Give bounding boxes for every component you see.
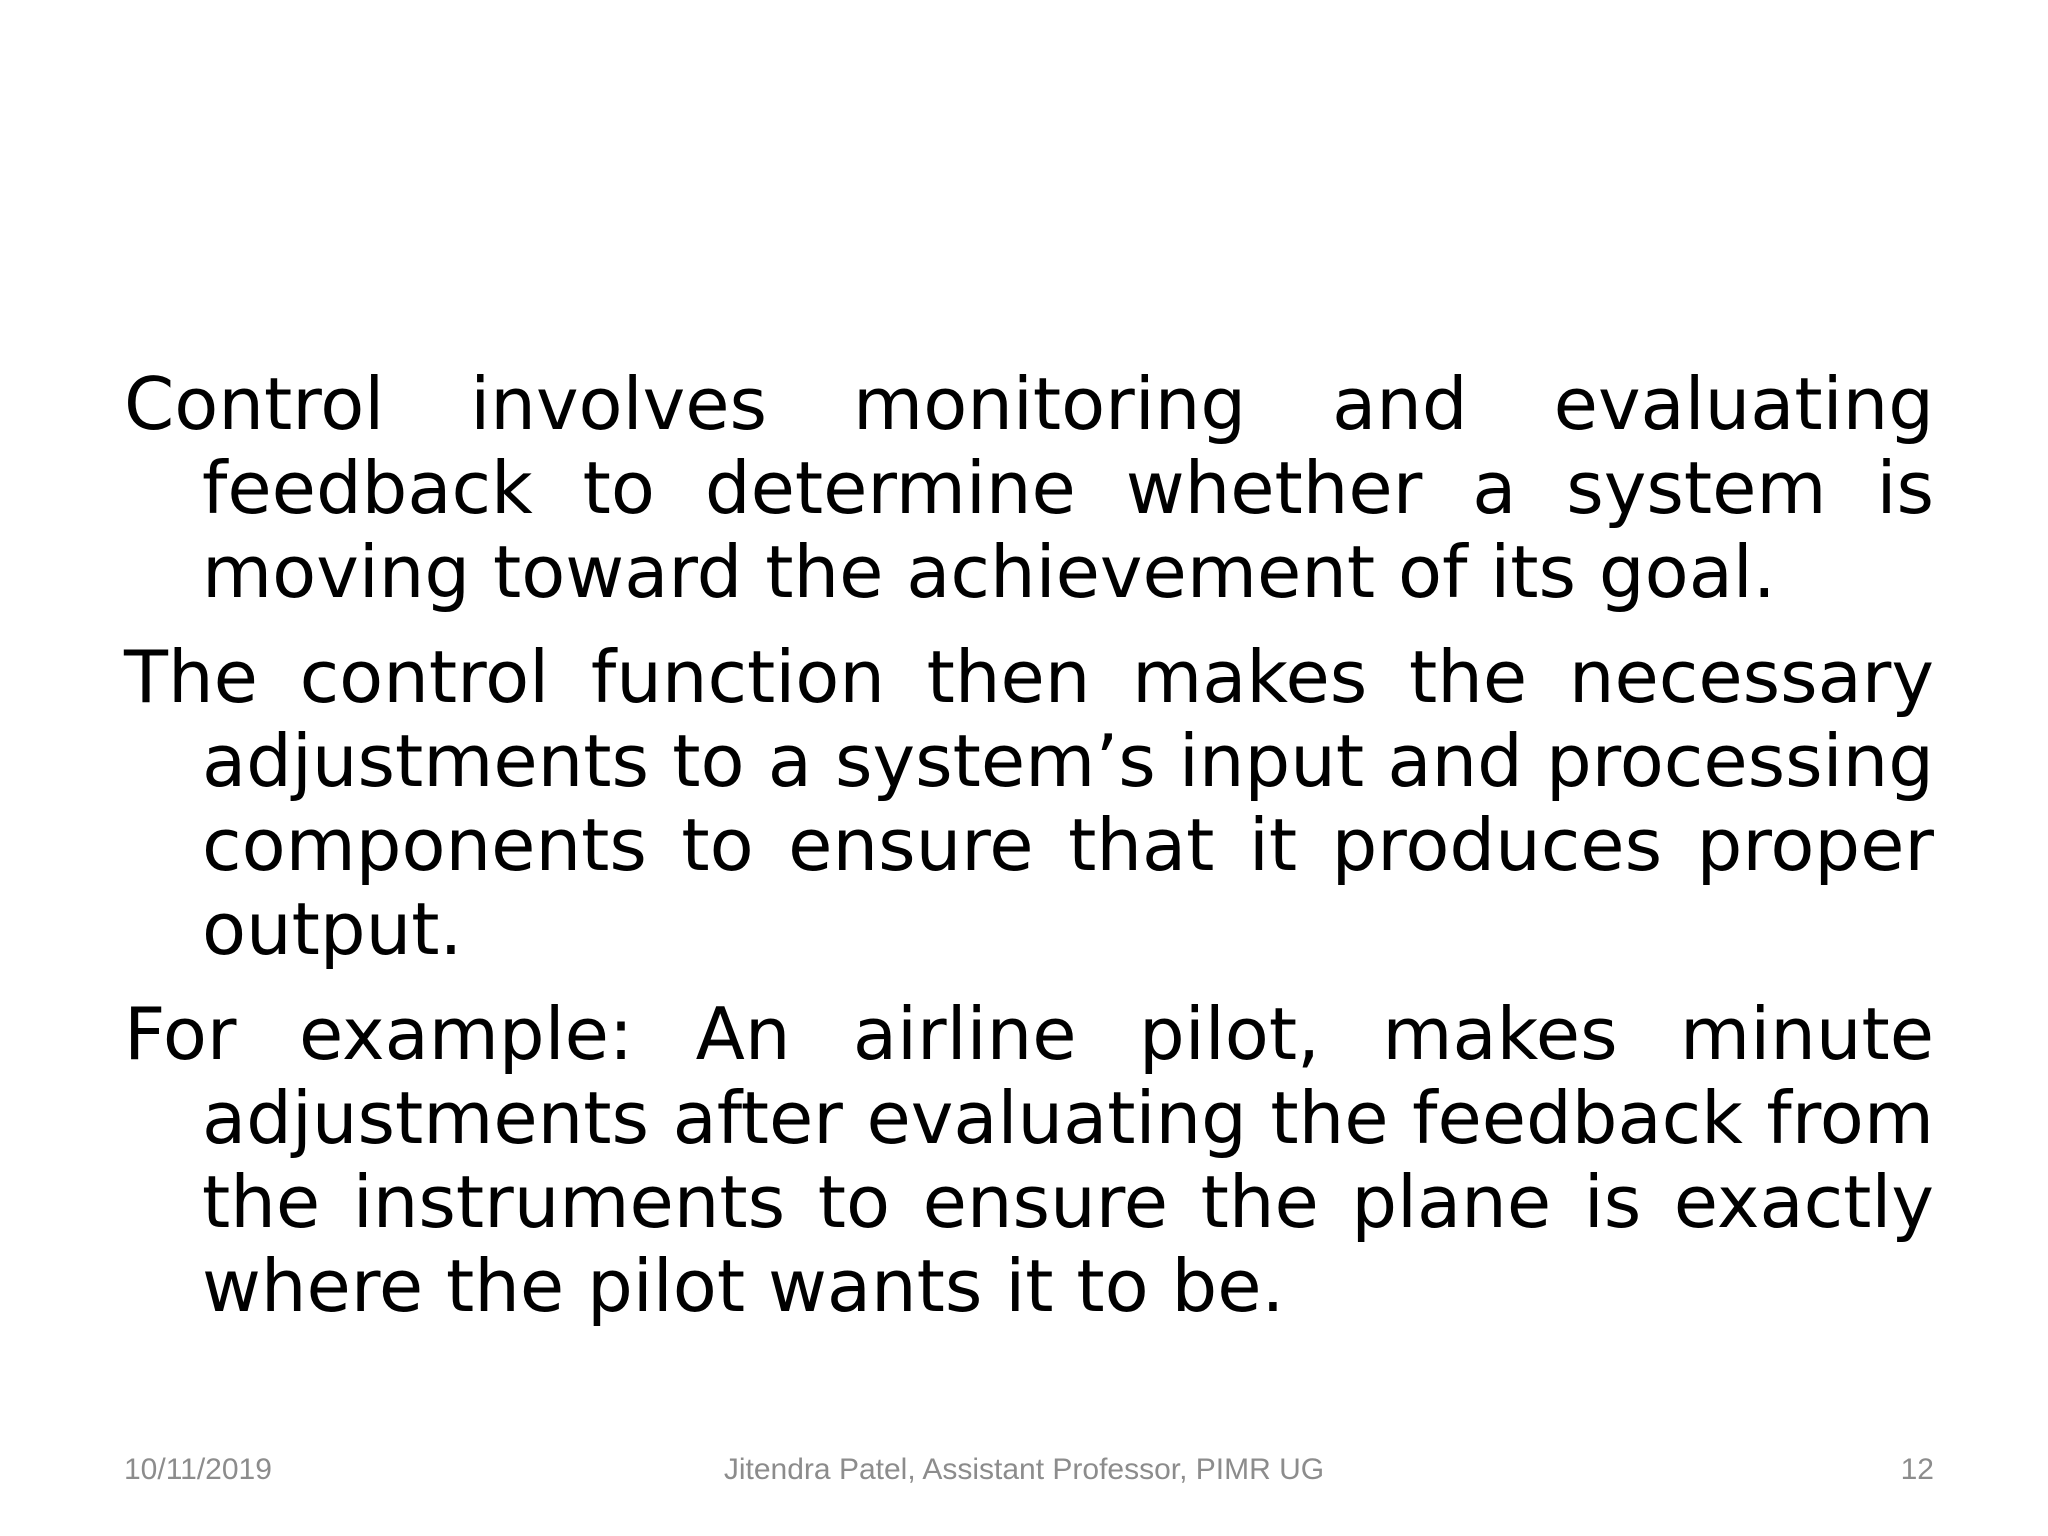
footer-date: 10/11/2019 xyxy=(124,1453,272,1486)
paragraph-control-definition: Control involves monitoring and evaluating feedback to determine whether a system is moving toward the achievement of its goal. xyxy=(124,362,1934,614)
paragraph-pilot-example: For example: An airline pilot, makes minute adjustments after evaluating the feedback from the instruments to ensure the plane is exactly where the pilot wants it to be. xyxy=(124,992,1934,1328)
footer-author: Jitendra Patel, Assistant Professor, PIMR UG xyxy=(723,1453,1325,1486)
paragraph-control-function: The control function then makes the necessary adjustments to a system’s input and processing components to ensure that it produces proper output. xyxy=(124,635,1934,971)
slide-number: 12 xyxy=(1900,1453,1934,1486)
slide-body xyxy=(124,362,1934,1328)
